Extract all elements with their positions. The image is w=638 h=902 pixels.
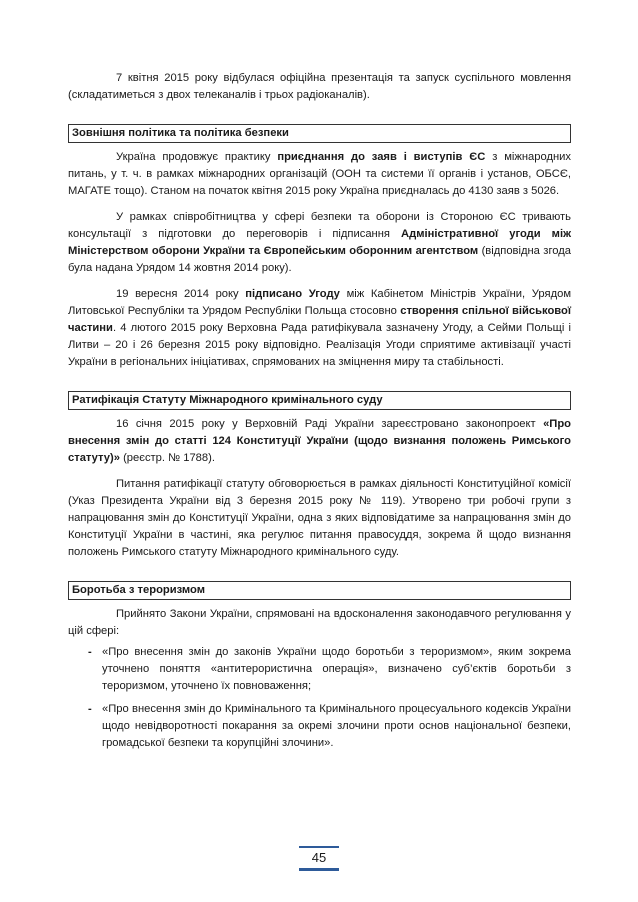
list-item: - «Про внесення змін до Кримінального та Кримінального процесуального кодексів України щодо невідворотності покарання за окремі злочини проти основ національної безпеки, громадської безпеки та корупційні злочини». <box>88 703 571 749</box>
laws-list <box>68 644 571 752</box>
section-heading-foreign-policy: Зовнішня політика та політика безпеки <box>68 124 571 143</box>
page-number: 45 <box>311 850 327 865</box>
paragraph-constitutional-commission: Питання ратифікації статуту обговорюється в рамках діяльності Конституційної комісії (Указ Президента України від 3 березня 2015 року № 119). Утворено три робочі групи з напрацювання змін до Конституції України, одна з яких відповідатиме за напрацювання змін до Конституції України в частині, яка регулює питання правосуддя, зокрема й щодо визнання положень Римського статуту Міжнародного кримінального суду. <box>68 478 571 558</box>
paragraph-defence-agreement: У рамках співробітництва у сфері безпеки та оборони із Стороною ЄС тривають консультації з підготовки до переговорів і підписання Адміністративної угоди між Міністерством оборони України та Європейським оборонним агентством (відповідна згода була надана Урядом 14 жовтня 2014 року). <box>68 211 571 274</box>
paragraph-eu-statements: Україна продовжує практику приєднання до заяв і виступів ЄС з міжнародних питань, у т. ч. в рамках міжнародних організацій (ООН та системи її органів і установ, ОБСЄ, МАГАТЕ тощо). Станом на початок квітня 2015 року Україна приєдналась до 4130 заяв з 5026. <box>68 151 572 197</box>
paragraph-draft-law: 16 січня 2015 року у Верховній Раді України зареєстровано законопроект «Про внесення змін до статті 124 Конституції України (щодо визнання положень Римського статуту)» (реєстр. № 1788). <box>68 418 571 464</box>
footer-rule-bottom <box>299 868 339 871</box>
paragraph-joint-unit: 19 вересня 2014 року підписано Угоду між Кабінетом Міністрів України, Урядом Литовської Республіки та Урядом Республіки Польща стосовно створення спільної військової частини. 4 лютого 2015 року Верховна Рада ратифікувала зазначену Угоду, а Сейми Польщі і Литви – 20 і 26 березня 2015 року відповідно. Реалізація Угоди сприятиме активізації участі України в регіональних ініціативах, спрямованих на зміцнення миру та стабільності. <box>68 288 572 368</box>
section-heading-counter-terrorism: Боротьба з тероризмом <box>68 581 571 600</box>
paragraph-laws-adopted: Прийнято Закони України, спрямовані на вдосконалення законодавчого регулювання у цій сфері: <box>68 608 571 637</box>
section-heading-icc-ratification: Ратифікація Статуту Міжнародного кримінального суду <box>68 391 571 410</box>
page-footer <box>0 846 638 871</box>
document-page <box>68 70 571 758</box>
dash-bullet: - <box>88 646 92 658</box>
dash-bullet: - <box>88 703 92 715</box>
list-item: - «Про внесення змін до законів України щодо боротьби з тероризмом», яким зокрема уточнено поняття «антитерористична операція», визначено суб’єктів боротьби з тероризмом, уточнено їх повноваження; <box>88 646 571 692</box>
intro-paragraph: 7 квітня 2015 року відбулася офіційна презентація та запуск суспільного мовлення (складатиметься з двох телеканалів і трьох радіоканалів). <box>68 72 571 101</box>
